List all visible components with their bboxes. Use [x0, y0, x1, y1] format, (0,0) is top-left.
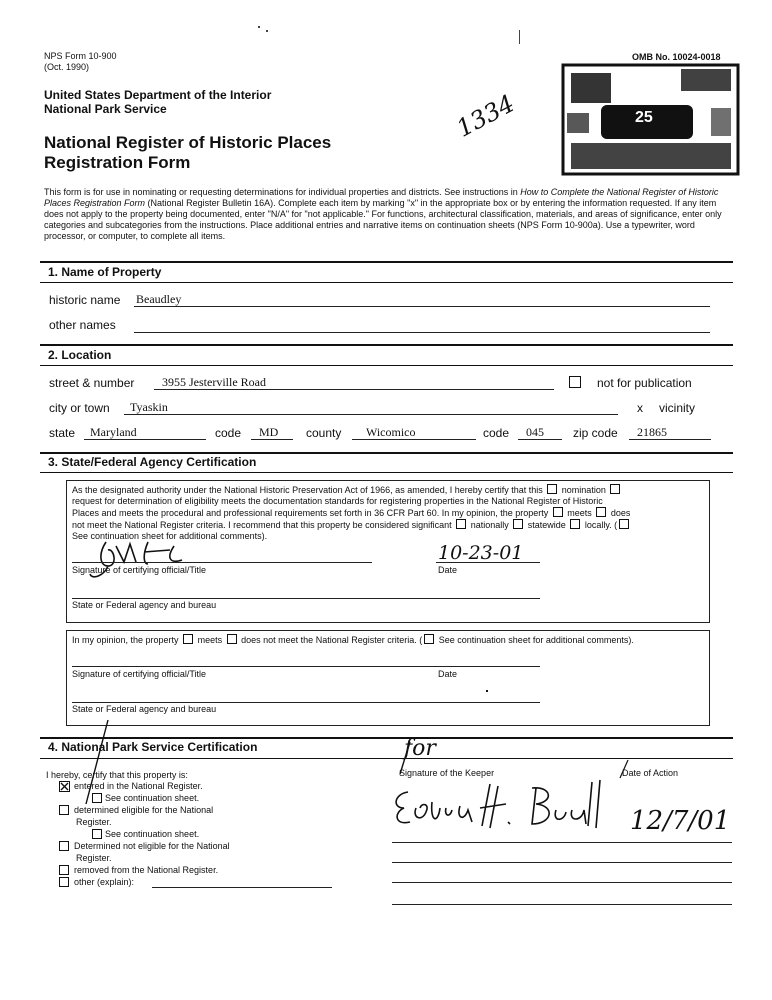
section-3-heading: 3. State/Federal Agency Certification: [48, 455, 257, 469]
state-field[interactable]: [84, 425, 206, 440]
opinion-text-2: does not meet the National Register criteria. (: [241, 635, 423, 645]
historic-name-value: Beaudley: [136, 292, 182, 306]
state-label: state: [49, 426, 76, 440]
entered-continuation-checkbox[interactable]: [92, 793, 102, 803]
not-for-publication-checkbox[interactable]: [569, 376, 581, 388]
statewide-label: statewide: [527, 520, 566, 530]
cert-text-4: not meet the National Register criteria. I recommend that this property be considered significant: [72, 520, 452, 530]
not-for-publication-label: not for publication: [597, 376, 692, 390]
city-field[interactable]: [124, 400, 618, 415]
does-label: does: [610, 508, 631, 518]
vicinity-label: vicinity: [659, 401, 696, 415]
department: United States Department of the Interior: [44, 88, 272, 102]
opinion-meets-label: meets: [197, 635, 223, 645]
agency2-label: State or Federal agency and bureau: [72, 704, 217, 714]
opinion-continuation-checkbox[interactable]: [424, 634, 434, 644]
zip-value: 21865: [637, 425, 667, 439]
city-value: Tyaskin: [130, 400, 168, 414]
state-code-label: code: [215, 426, 242, 440]
eligible-continuation-checkbox[interactable]: [92, 829, 102, 839]
locally-checkbox[interactable]: [570, 519, 580, 529]
other-names-label: other names: [49, 318, 116, 332]
continuation-checkbox[interactable]: [619, 519, 629, 529]
historic-name-label: historic name: [49, 293, 121, 307]
nomination-label: nomination: [561, 485, 606, 495]
cert-text-2: request for determination of eligibility meets the documentation standards for registering properties in the National Register of Historic: [72, 496, 603, 506]
street-field[interactable]: [154, 375, 554, 390]
not-eligible-label: Determined not eligible for the National: [74, 841, 230, 851]
action-label: Date of Action: [622, 768, 679, 778]
county-code-field[interactable]: [518, 425, 562, 440]
form-number: NPS Form 10-900: [44, 51, 117, 61]
other-checkbox[interactable]: [59, 877, 69, 887]
section-4-heading: 4. National Park Service Certification: [48, 740, 258, 754]
instructions-text-1: This form is for use in nominating or requesting determinations for individual properties and districts. See instructions in: [44, 187, 521, 197]
opinion-does-not-meet-checkbox[interactable]: [227, 634, 237, 644]
opinion-meets-checkbox[interactable]: [183, 634, 193, 644]
instructions: [44, 187, 734, 242]
cert-text-1: As the designated authority under the National Historic Preservation Act of 1966, as amended, I hereby certify that this: [72, 485, 543, 495]
county-code-value: 045: [526, 425, 544, 439]
instructions-bulletin-title: How to Complete the National Register of Historic Places Registration Form: [44, 187, 719, 208]
zip-label: zip code: [573, 426, 618, 440]
section-2-heading: 2. Location: [48, 348, 112, 362]
opinion-text-1: In my opinion, the property: [72, 635, 179, 645]
other-names-field[interactable]: [134, 318, 710, 333]
historic-name-field[interactable]: [134, 292, 710, 307]
state-code-value: MD: [259, 425, 279, 439]
county-field[interactable]: [352, 425, 476, 440]
form-title-line2: Registration Form: [44, 153, 191, 172]
nationally-checkbox[interactable]: [456, 519, 466, 529]
nationally-label: nationally: [470, 520, 509, 530]
instructions-text-2: (National Register Bulletin 16A). Complete each item by marking "x" in the appropriate box or by entering the information requested. If any item does not apply to the property being documented, enter "N/A" for "not applicable." For functions, architectural classification, materials, and areas of significance, enter only categories and subcategories from the instructions. Place additional entries and narrative items on continuation sheets (NPS Form 10-900a). Use a typewriter, word processor, or computer, to complete all items.: [44, 198, 722, 241]
for-note: for: [404, 736, 436, 761]
service: National Park Service: [44, 102, 167, 116]
date-label: Date: [438, 565, 458, 575]
omb-number: OMB No. 10024-0018: [632, 52, 721, 62]
meets-label: meets: [567, 508, 592, 518]
locally-label: locally. (: [584, 520, 618, 530]
county-code-label: code: [483, 426, 510, 440]
state-code-field[interactable]: [251, 425, 293, 440]
opinion-text: [72, 634, 704, 646]
nomination-checkbox[interactable]: [547, 484, 557, 494]
removed-checkbox[interactable]: [59, 865, 69, 875]
street-label: street & number: [49, 376, 135, 390]
other-explain-field[interactable]: [152, 877, 332, 888]
county-label: county: [306, 426, 342, 440]
eligible-label-2: Register.: [76, 817, 112, 827]
zip-field[interactable]: [629, 425, 711, 440]
does-not-meet-checkbox[interactable]: [596, 507, 606, 517]
cert-text-3: Places and meets the procedural and professional requirements set forth in 36 CFR Part 60. In my opinion, the property: [72, 508, 549, 518]
opinion-text-3: See continuation sheet for additional comments).: [438, 635, 634, 645]
entered-continuation-label: See continuation sheet.: [105, 793, 200, 803]
agency-label: State or Federal agency and bureau: [72, 600, 217, 610]
handwritten-reference: 1334: [452, 89, 520, 143]
keeper-label: Signature of the Keeper: [399, 768, 495, 778]
request-checkbox[interactable]: [610, 484, 620, 494]
date2-label: Date: [438, 669, 458, 679]
street-value: 3955 Jesterville Road: [162, 375, 266, 389]
cert-text-5: See continuation sheet for additional comments).: [72, 531, 268, 541]
certification-text: [72, 484, 704, 542]
eligible-checkbox[interactable]: [59, 805, 69, 815]
statewide-checkbox[interactable]: [513, 519, 523, 529]
other-label: other (explain):: [74, 877, 135, 887]
certification-date: 10-23-01: [438, 542, 524, 564]
section-1-heading: 1. Name of Property: [48, 265, 162, 279]
signature-label: Signature of certifying official/Title: [72, 565, 207, 575]
vicinity-mark[interactable]: x: [637, 401, 643, 415]
certifying-signature: [78, 536, 208, 591]
received-stamp: [561, 63, 740, 176]
state-value: Maryland: [90, 425, 137, 439]
not-eligible-label-2: Register.: [76, 853, 112, 863]
signature2-label: Signature of certifying official/Title: [72, 669, 207, 679]
nps-intro: I hereby, certify that this property is:: [46, 770, 188, 780]
not-eligible-checkbox[interactable]: [59, 841, 69, 851]
county-value: Wicomico: [366, 425, 416, 439]
entered-checkbox[interactable]: [59, 781, 70, 792]
eligible-label: determined eligible for the National: [74, 805, 214, 815]
eligible-continuation-label: See continuation sheet.: [105, 829, 200, 839]
form-title-line1: National Register of Historic Places: [44, 133, 332, 152]
removed-label: removed from the National Register.: [74, 865, 219, 875]
form-date: (Oct. 1990): [44, 62, 90, 72]
stamp-number: 25: [635, 109, 653, 126]
city-label: city or town: [49, 401, 110, 415]
meets-checkbox[interactable]: [553, 507, 563, 517]
entered-label: entered in the National Register.: [74, 781, 203, 791]
action-date: 12/7/01: [630, 806, 731, 836]
